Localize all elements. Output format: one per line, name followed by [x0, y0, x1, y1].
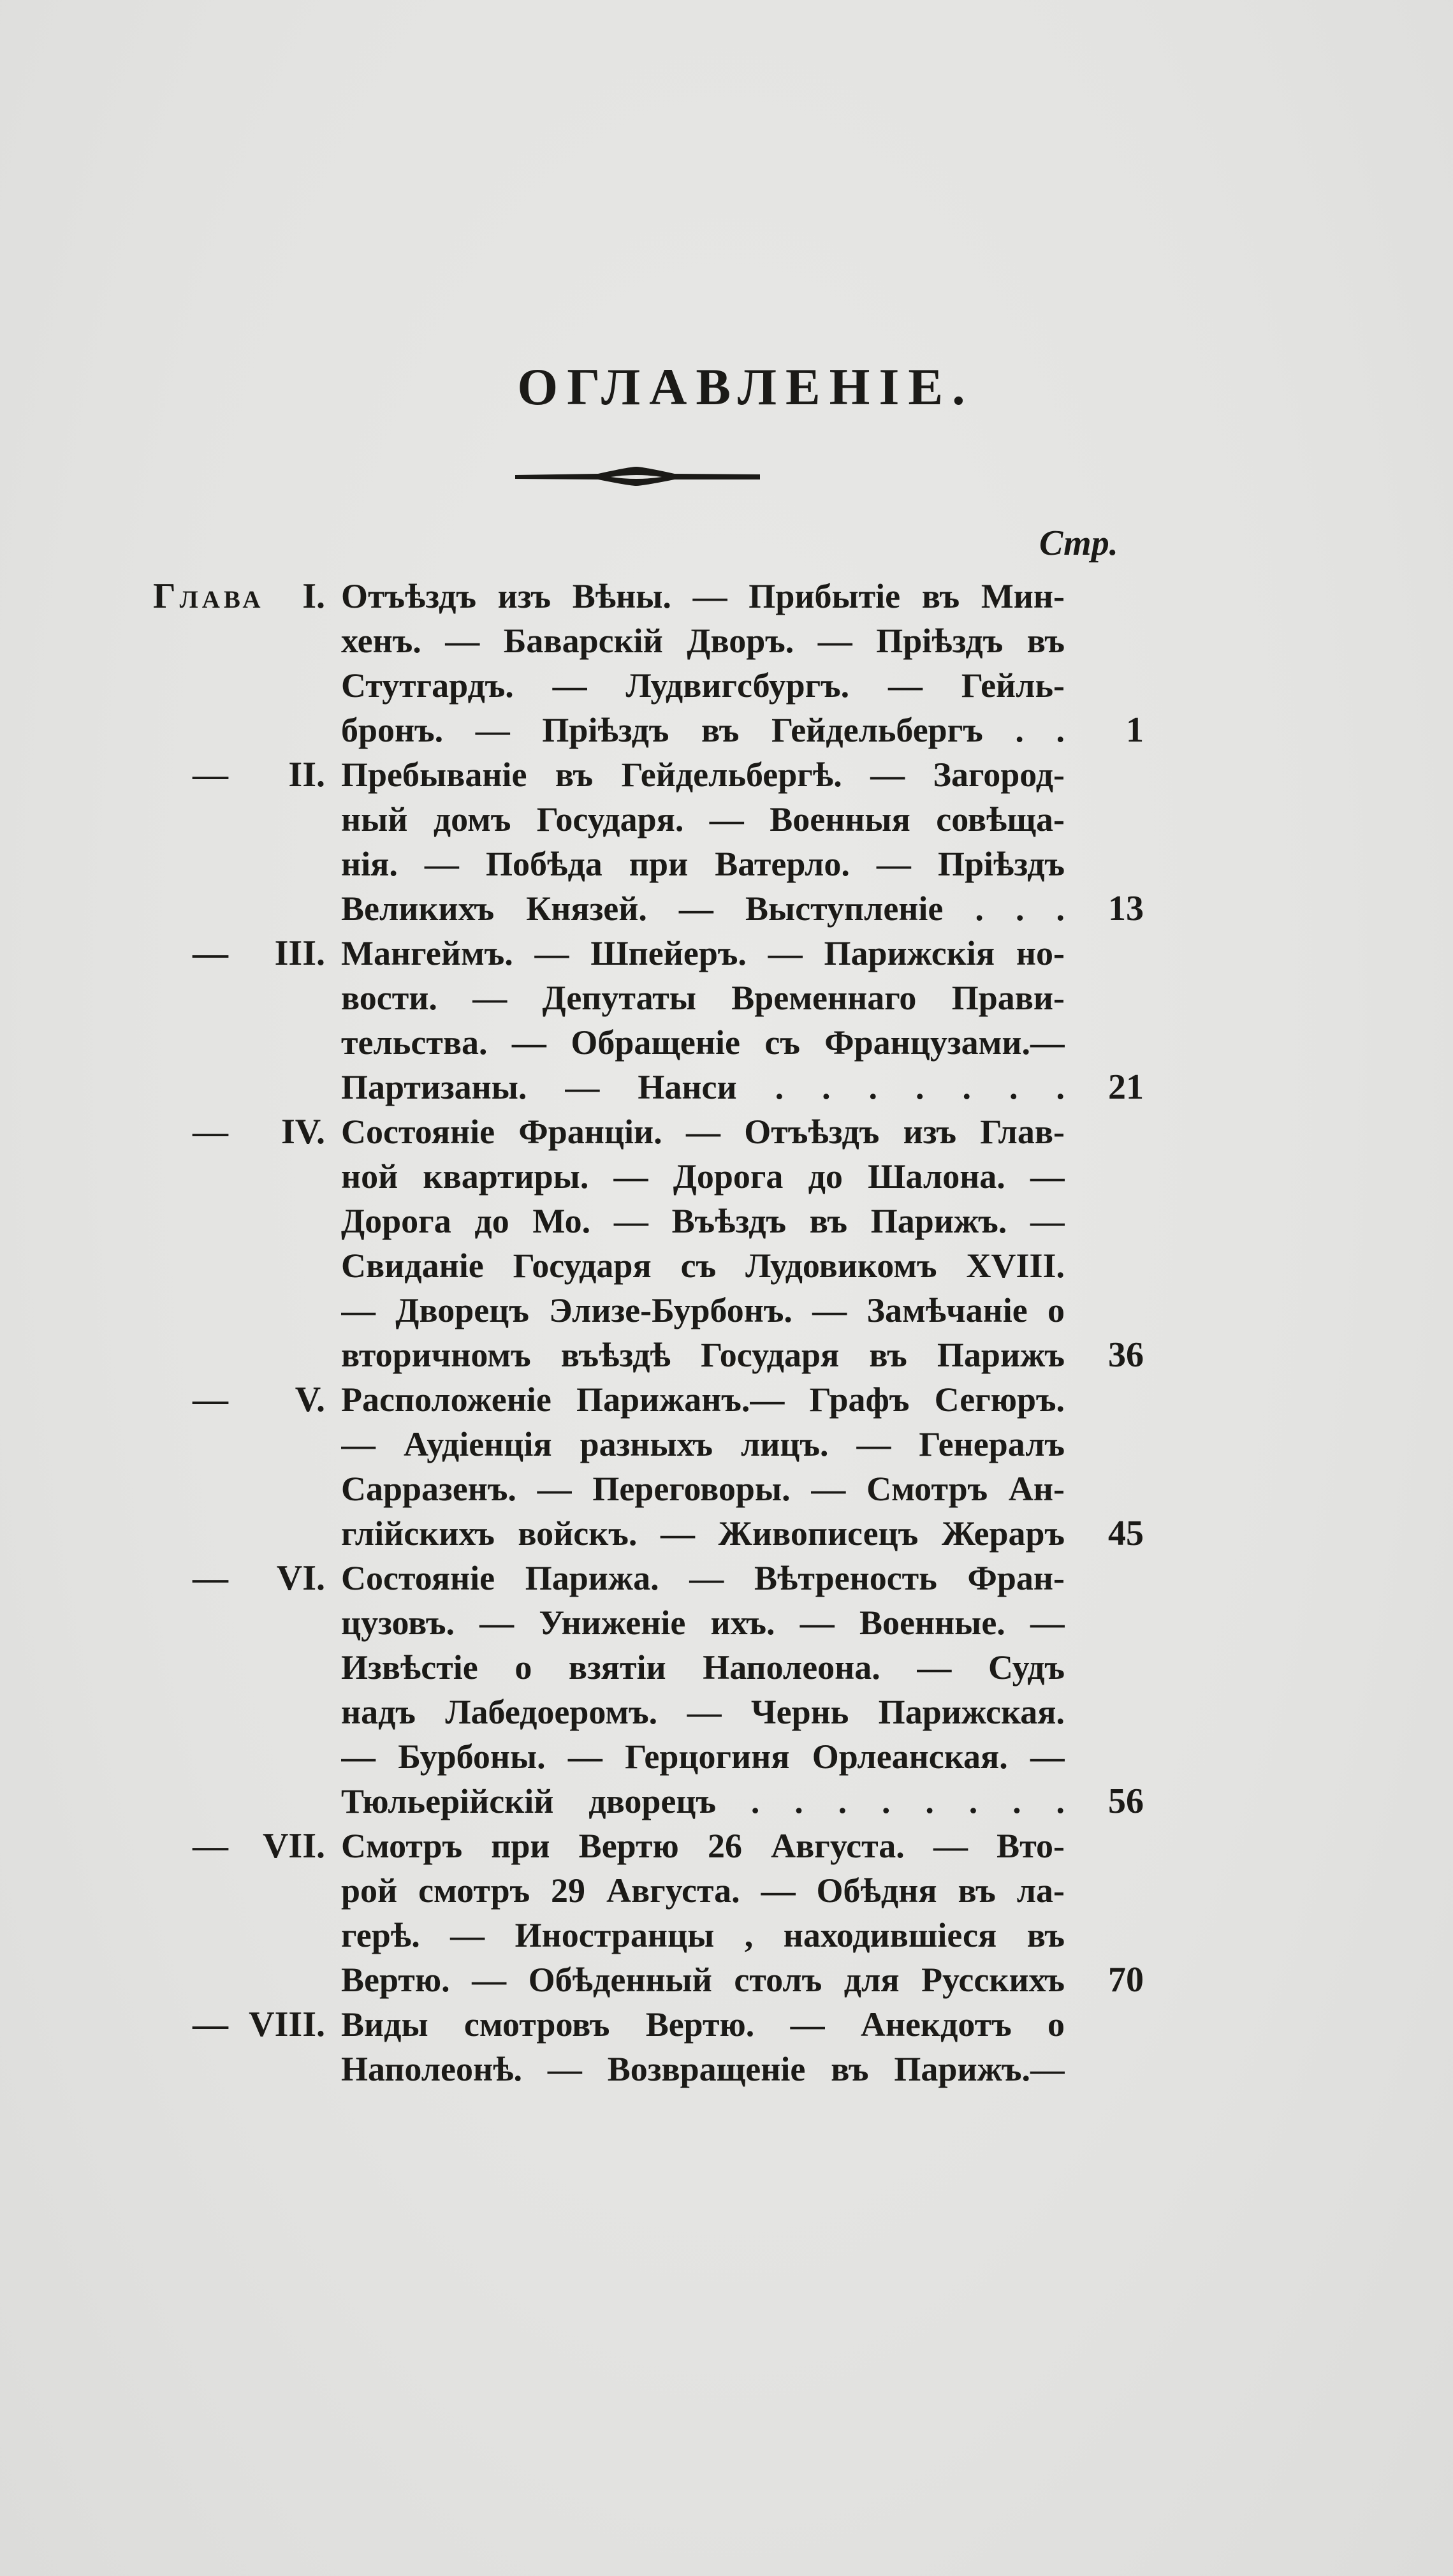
page-number: 45: [1108, 1514, 1144, 1553]
toc-line: [0, 1154, 1453, 1199]
chapter-label: [153, 752, 325, 797]
chapter-summary-line: бронъ. — Пріѣздъ въ Гейдельбергъ . .: [341, 711, 1065, 749]
toc-line: [0, 1333, 1453, 1377]
chapter-summary-line: Состояніе Франціи. — Отъѣздъ изъ Глав-: [341, 1113, 1065, 1151]
chapter-summary-line: Наполеонѣ. — Возвращеніе въ Парижъ.—: [341, 2050, 1065, 2088]
toc-line: [0, 886, 1453, 931]
toc-line: [0, 1243, 1453, 1288]
toc-line: [0, 1467, 1453, 1511]
chapter-summary-line: ной квартиры. — Дорога до Шалона. —: [341, 1157, 1065, 1196]
toc-line: [0, 752, 1453, 797]
chapter-summary-line: Вертю. — Обѣденный столъ для Русскихъ: [341, 1961, 1065, 1999]
chapter-summary-line: Мангеймъ. — Шпейеръ. — Парижскія но-: [341, 934, 1065, 972]
toc-line: [0, 1645, 1453, 1690]
chapter-summary-line: герѣ. — Иностранцы , находившіеся въ: [341, 1916, 1065, 1954]
toc-line: [0, 1734, 1453, 1779]
page-number: 21: [1108, 1067, 1144, 1107]
chapter-summary-line: вости. — Депутаты Временнаго Прави-: [341, 979, 1065, 1017]
page-number: 13: [1108, 889, 1144, 928]
chapter-summary-line: Пребываніе въ Гейдельбергѣ. — Загород-: [341, 756, 1065, 794]
chapter-numeral: VI.: [276, 1558, 325, 1598]
chapter-label: [153, 1109, 325, 1154]
page-number: 1: [1126, 710, 1144, 750]
chapter-summary-line: цузовъ. — Униженіе ихъ. — Военные. —: [341, 1604, 1065, 1642]
ditto-dash: —: [193, 1826, 228, 1866]
toc-line: [0, 1065, 1453, 1109]
chapter-summary-line: Смотръ при Вертю 26 Августа. — Вто-: [341, 1827, 1065, 1865]
toc-line: [0, 663, 1453, 708]
toc-line: [0, 1288, 1453, 1333]
page-number: 70: [1108, 1960, 1144, 2000]
toc-line: [0, 1779, 1453, 1824]
page-number: 36: [1108, 1335, 1144, 1375]
chapter-summary-line: рой смотръ 29 Августа. — Обѣдня въ ла-: [341, 1871, 1065, 1910]
chapter-label: [153, 2002, 325, 2047]
toc-line: [0, 1422, 1453, 1467]
toc-line: [0, 2047, 1453, 2091]
chapter-numeral: VIII.: [249, 2005, 325, 2044]
chapter-summary-line: вторичномъ въѣздѣ Государя въ Парижъ: [341, 1336, 1065, 1374]
chapter-summary-line: ный домъ Государя. — Военныя совѣща-: [341, 800, 1065, 838]
toc-line: [0, 618, 1453, 663]
chapter-summary-line: Партизаны. — Нанси . . . . . . .: [341, 1068, 1065, 1106]
table-of-contents: [0, 574, 1453, 2091]
chapter-summary-line: Отъѣздъ изъ Вѣны. — Прибытіе въ Мин-: [341, 577, 1065, 615]
toc-line: [0, 574, 1453, 618]
ditto-dash: —: [193, 1112, 228, 1152]
chapter-word: Глава: [153, 576, 265, 616]
chapter-label: [153, 931, 325, 976]
chapter-summary-line: хенъ. — Баварскій Дворъ. — Пріѣздъ въ: [341, 622, 1065, 660]
chapter-summary-line: Расположеніе Парижанъ.— Графъ Сегюръ.: [341, 1380, 1065, 1419]
chapter-summary-line: Дорога до Мо. — Въѣздъ въ Парижъ. —: [341, 1202, 1065, 1240]
chapter-summary-line: глійскихъ войскъ. — Живописецъ Жераръ: [341, 1514, 1065, 1553]
toc-line: [0, 842, 1453, 886]
chapter-summary-line: Извѣстіе о взятіи Наполеона. — Судъ: [341, 1648, 1065, 1687]
chapter-summary-line: — Аудіенція разныхъ лицъ. — Генералъ: [341, 1425, 1065, 1463]
chapter-numeral: VII.: [262, 1826, 325, 1866]
chapter-numeral: III.: [274, 933, 325, 973]
chapter-summary-line: тельства. — Обращеніе съ Французами.—: [341, 1023, 1065, 1062]
toc-line: [0, 2002, 1453, 2047]
ditto-dash: —: [193, 1558, 228, 1598]
chapter-summary-line: нія. — Побѣда при Ватерло. — Пріѣздъ: [341, 845, 1065, 883]
chapter-numeral: I.: [302, 576, 325, 616]
chapter-label: [153, 1377, 325, 1422]
chapter-summary-line: Состояніе Парижа. — Вѣтреность Фран-: [341, 1559, 1065, 1597]
ditto-dash: —: [193, 1380, 228, 1419]
chapter-summary-line: — Бурбоны. — Герцогиня Орлеанская. —: [341, 1738, 1065, 1776]
chapter-summary-line: Тюльерійскій дворецъ . . . . . . . .: [341, 1782, 1065, 1820]
ditto-dash: —: [193, 933, 228, 973]
toc-line: [0, 797, 1453, 842]
toc-line: [0, 1913, 1453, 1958]
toc-line: [0, 1868, 1453, 1913]
chapter-summary-line: надъ Лабедоеромъ. — Чернь Парижская.: [341, 1693, 1065, 1731]
chapter-summary-line: Великихъ Князей. — Выступленіе . . .: [341, 889, 1065, 928]
chapter-summary-line: Виды смотровъ Вертю. — Анекдотъ о: [341, 2005, 1065, 2044]
chapter-summary-line: Стутгардъ. — Лудвигсбургъ. — Гейль-: [341, 666, 1065, 705]
toc-line: [0, 1958, 1453, 2002]
toc-line: [0, 1199, 1453, 1243]
toc-line: [0, 1377, 1453, 1422]
ornament-rule-icon: [515, 464, 760, 490]
ditto-dash: —: [193, 755, 228, 794]
chapter-label: [153, 1556, 325, 1600]
toc-line: [0, 976, 1453, 1020]
ditto-dash: —: [193, 2005, 228, 2044]
chapter-summary-line: Сарразенъ. — Переговоры. — Смотръ Ан-: [341, 1470, 1065, 1508]
toc-line: [0, 1556, 1453, 1600]
toc-line: [0, 1511, 1453, 1556]
toc-line: [0, 1690, 1453, 1734]
chapter-numeral: V.: [295, 1380, 325, 1419]
toc-line: [0, 1600, 1453, 1645]
toc-line: [0, 931, 1453, 976]
page-title: ОГЛАВЛЕНІЕ.: [517, 358, 974, 416]
chapter-label: [153, 574, 325, 618]
chapter-summary-line: Свиданіе Государя съ Лудовикомъ XVIII.: [341, 1247, 1065, 1285]
toc-line: [0, 708, 1453, 752]
chapter-numeral: IV.: [281, 1112, 325, 1152]
page-column-header: Стр.: [1039, 523, 1118, 563]
chapter-summary-line: — Дворецъ Элизе-Бурбонъ. — Замѣчаніе о: [341, 1291, 1065, 1329]
toc-line: [0, 1109, 1453, 1154]
page-number: 56: [1108, 1782, 1144, 1821]
toc-line: [0, 1824, 1453, 1868]
chapter-numeral: II.: [288, 755, 325, 794]
chapter-label: [153, 1824, 325, 1868]
toc-line: [0, 1020, 1453, 1065]
